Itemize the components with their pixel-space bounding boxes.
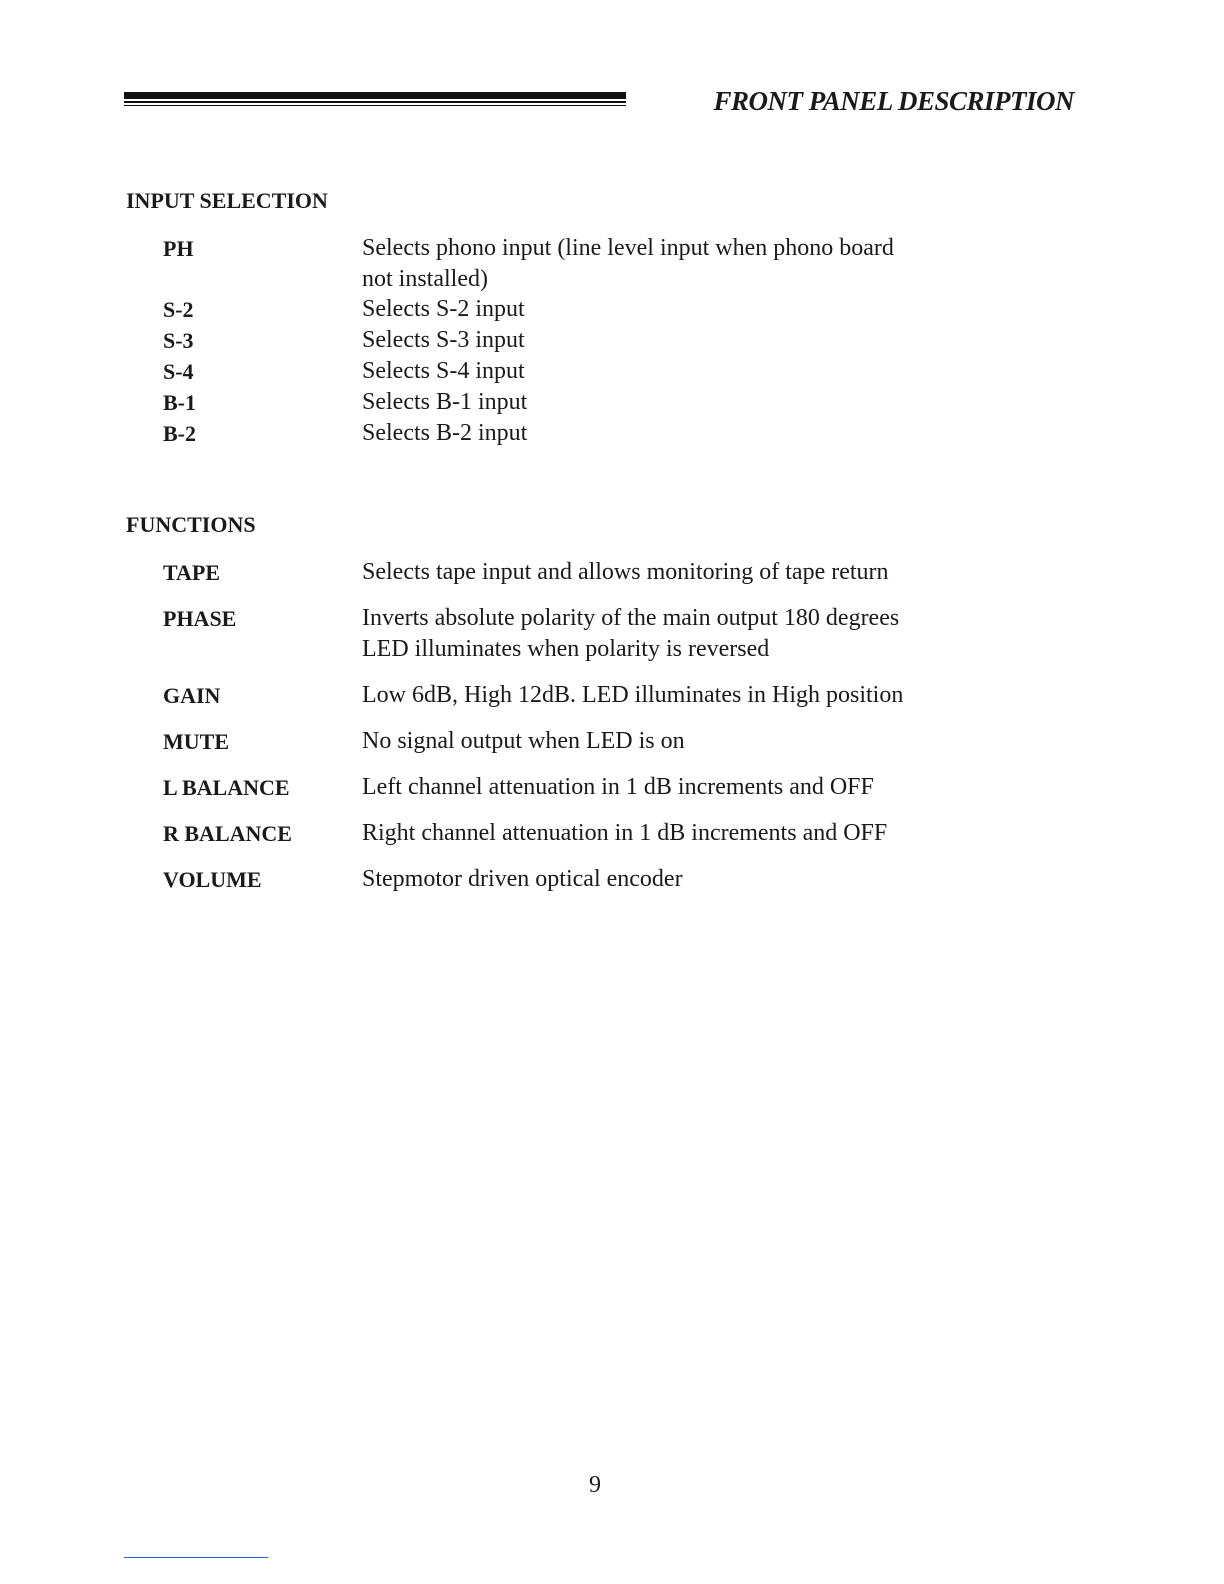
term-b1: B-1 xyxy=(163,390,196,415)
desc-line: Inverts absolute polarity of the main output 180 degrees xyxy=(362,605,900,631)
page-title: FRONT PANEL DESCRIPTION xyxy=(713,86,1074,116)
term-tape: TAPE xyxy=(163,560,221,585)
header-rule xyxy=(124,92,626,106)
term-mute: MUTE xyxy=(163,729,229,754)
desc-line: Selects phono input (line level input when phono board xyxy=(362,235,894,261)
page-header xyxy=(124,86,1074,122)
desc-line: Selects B-2 input xyxy=(362,420,528,446)
term-r-balance: R BALANCE xyxy=(163,821,292,846)
desc-line: Selects tape input and allows monitoring of tape return xyxy=(362,559,889,585)
footer-rule xyxy=(124,1557,268,1558)
term-gain: GAIN xyxy=(163,683,221,708)
input-selection-heading: INPUT SELECTION xyxy=(126,188,328,213)
desc-b1 xyxy=(362,387,1042,418)
desc-line: Low 6dB, High 12dB. LED illuminates in High position xyxy=(362,682,904,708)
desc-mute xyxy=(362,726,1042,757)
page-number: 9 xyxy=(589,1472,601,1498)
functions-heading: FUNCTIONS xyxy=(126,512,256,537)
desc-line: Left channel attenuation in 1 dB increments and OFF xyxy=(362,774,874,800)
term-phase: PHASE xyxy=(163,606,237,631)
desc-s3 xyxy=(362,325,1042,356)
desc-line: Selects B-1 input xyxy=(362,389,528,415)
desc-b2 xyxy=(362,418,1042,449)
desc-ph xyxy=(362,233,1042,295)
desc-phase xyxy=(362,603,1042,665)
desc-s2 xyxy=(362,294,1042,325)
desc-s4 xyxy=(362,356,1042,387)
term-l-balance: L BALANCE xyxy=(163,775,290,800)
term-s3: S-3 xyxy=(163,328,194,353)
desc-gain xyxy=(362,680,1042,711)
desc-line: Selects S-2 input xyxy=(362,296,525,322)
desc-tape xyxy=(362,557,1042,588)
desc-line: No signal output when LED is on xyxy=(362,728,685,754)
desc-line: Selects S-4 input xyxy=(362,358,525,384)
desc-line: Selects S-3 input xyxy=(362,327,525,353)
desc-line: LED illuminates when polarity is reversed xyxy=(362,636,770,662)
term-volume: VOLUME xyxy=(163,867,262,892)
desc-line: not installed) xyxy=(362,266,488,292)
term-s4: S-4 xyxy=(163,359,194,384)
desc-l-balance xyxy=(362,772,1042,803)
desc-line: Stepmotor driven optical encoder xyxy=(362,866,683,892)
desc-volume xyxy=(362,864,1042,895)
term-s2: S-2 xyxy=(163,297,194,322)
desc-r-balance xyxy=(362,818,1042,849)
desc-line: Right channel attenuation in 1 dB increments and OFF xyxy=(362,820,888,846)
term-ph: PH xyxy=(163,236,194,261)
term-b2: B-2 xyxy=(163,421,196,446)
